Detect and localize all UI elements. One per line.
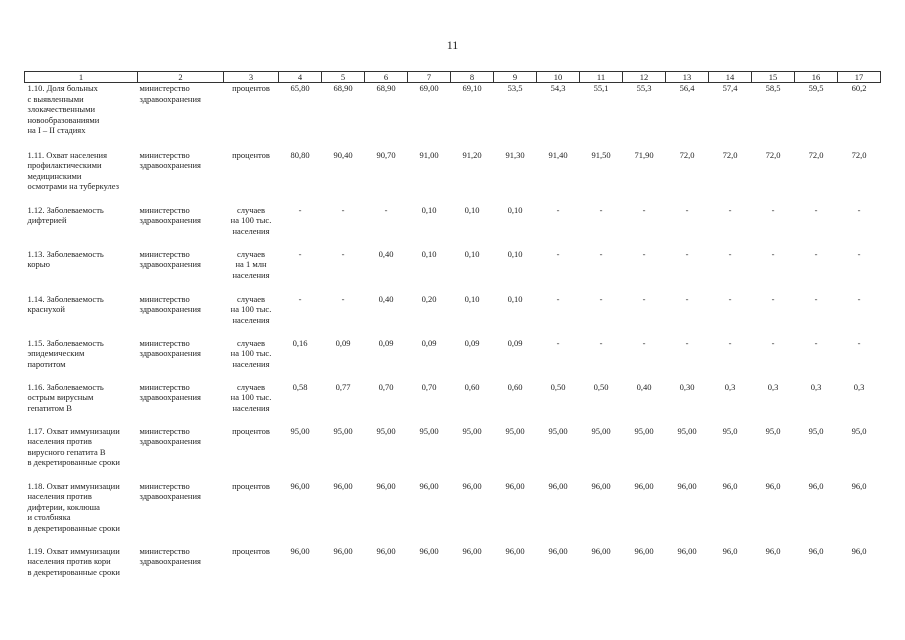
line: на 100 тыс. bbox=[230, 348, 272, 358]
column-number-4: 4 bbox=[279, 72, 322, 83]
value-cell: 0,16 bbox=[292, 337, 308, 348]
value-cell: 0,50 bbox=[550, 381, 566, 392]
value-cell: 95,00 bbox=[634, 425, 654, 436]
line: 1.13. Заболеваемость bbox=[27, 248, 104, 259]
line: новообразованиями bbox=[27, 114, 100, 125]
unit-cell bbox=[224, 546, 279, 592]
value-cell: - bbox=[556, 337, 560, 348]
column-number-9: 9 bbox=[494, 72, 537, 83]
line: населения bbox=[232, 358, 270, 369]
value-cell: 96,00 bbox=[376, 480, 396, 491]
value-cell: - bbox=[728, 337, 732, 348]
value-cell: 0,09 bbox=[507, 337, 523, 348]
column-number-10: 10 bbox=[537, 72, 580, 83]
line: и столбняка bbox=[27, 512, 71, 522]
line: корью bbox=[27, 259, 50, 269]
executor-cell bbox=[138, 382, 224, 426]
line: процентов bbox=[232, 83, 270, 93]
unit-cell bbox=[224, 382, 279, 426]
value-cell: 71,90 bbox=[634, 149, 654, 160]
value-cell: 0,40 bbox=[378, 293, 394, 304]
value-cell: - bbox=[814, 337, 818, 348]
value-cell: - bbox=[298, 293, 302, 304]
executor-cell bbox=[138, 249, 224, 294]
value-cell: 95,0 bbox=[851, 425, 867, 436]
value-cell: 0,09 bbox=[464, 337, 480, 348]
value-cell: 0,70 bbox=[378, 381, 394, 392]
line: 1.17. Охват иммунизации bbox=[27, 425, 120, 436]
value-cell: 54,3 bbox=[550, 83, 566, 93]
column-number-3: 3 bbox=[224, 72, 279, 83]
value-cell: 96,0 bbox=[808, 545, 824, 556]
value-cell: 69,10 bbox=[462, 83, 482, 93]
line: министерство bbox=[139, 149, 190, 160]
indicator-cell bbox=[25, 83, 138, 150]
value-cell: 72,0 bbox=[808, 149, 824, 160]
line: дифтерии, коклюша bbox=[27, 501, 100, 512]
unit-cell bbox=[224, 150, 279, 205]
column-number-7: 7 bbox=[408, 72, 451, 83]
line: случаев bbox=[236, 337, 266, 348]
executor-cell bbox=[138, 338, 224, 382]
value-cell: 95,00 bbox=[376, 425, 396, 436]
value-cell: 95,0 bbox=[722, 425, 738, 436]
line: процентов bbox=[232, 480, 270, 491]
value-cell: - bbox=[685, 337, 689, 348]
executor-cell bbox=[138, 150, 224, 205]
line: здравоохранения bbox=[139, 436, 201, 446]
column-number-5: 5 bbox=[322, 72, 365, 83]
line: 1.19. Охват иммунизации bbox=[27, 545, 120, 556]
value-cell: - bbox=[341, 248, 345, 259]
value-cell: 0,10 bbox=[507, 248, 523, 259]
value-cell: 0,60 bbox=[464, 381, 480, 392]
line: осмотрами на туберкулез bbox=[27, 181, 119, 191]
line: 1.16. Заболеваемость bbox=[27, 381, 104, 392]
line: на 100 тыс. bbox=[230, 392, 272, 402]
value-cell: 95,0 bbox=[765, 425, 781, 436]
line: процентов bbox=[232, 149, 270, 160]
value-cell: 96,00 bbox=[591, 545, 611, 556]
line: процентов bbox=[232, 545, 270, 556]
value-cell: 72,0 bbox=[851, 149, 867, 160]
value-cell: 91,00 bbox=[419, 149, 439, 160]
value-cell: 68,90 bbox=[376, 83, 396, 93]
value-cell: 96,00 bbox=[333, 480, 353, 491]
line: медицинскими bbox=[27, 170, 82, 181]
line: населения против bbox=[27, 491, 92, 501]
value-cell: 0,10 bbox=[464, 204, 480, 215]
line: паротитом bbox=[27, 358, 66, 369]
value-cell: 58,5 bbox=[765, 83, 781, 93]
line: 1.11. Охват населения bbox=[27, 149, 107, 160]
indicator-cell bbox=[25, 249, 138, 294]
value-cell: - bbox=[298, 204, 302, 215]
value-cell: 80,80 bbox=[290, 149, 310, 160]
line: на 100 тыс. bbox=[230, 215, 272, 225]
line: министерство bbox=[139, 425, 190, 436]
executor-cell bbox=[138, 546, 224, 592]
value-cell: 96,0 bbox=[851, 480, 867, 491]
value-cell: 72,0 bbox=[722, 149, 738, 160]
value-cell: 96,00 bbox=[591, 480, 611, 491]
line: 1.12. Заболеваемость bbox=[27, 204, 104, 215]
column-number-8: 8 bbox=[451, 72, 494, 83]
line: населения против bbox=[27, 436, 92, 446]
value-cell: - bbox=[599, 248, 603, 259]
value-cell: 0,50 bbox=[593, 381, 609, 392]
column-number-6: 6 bbox=[365, 72, 408, 83]
line: профилактическими bbox=[27, 160, 102, 170]
column-number-13: 13 bbox=[666, 72, 709, 83]
value-cell: 96,0 bbox=[722, 545, 738, 556]
line: процентов bbox=[232, 425, 270, 436]
value-cell: 96,00 bbox=[462, 545, 482, 556]
line: 1.10. Доля больных bbox=[27, 83, 98, 93]
line: министерство bbox=[139, 204, 190, 215]
value-cell: - bbox=[642, 337, 646, 348]
value-cell: 96,0 bbox=[722, 480, 738, 491]
value-cell: 96,00 bbox=[419, 480, 439, 491]
value-cell: 0,10 bbox=[464, 248, 480, 259]
value-cell: 0,09 bbox=[421, 337, 437, 348]
indicator-cell bbox=[25, 338, 138, 382]
line: министерство bbox=[139, 545, 190, 556]
line: в декретированные сроки bbox=[27, 522, 120, 533]
value-cell: 95,00 bbox=[419, 425, 439, 436]
executor-cell bbox=[138, 83, 224, 150]
line: здравоохранения bbox=[139, 392, 201, 402]
table-row bbox=[25, 382, 881, 426]
value-cell: 96,00 bbox=[548, 545, 568, 556]
value-cell: 0,10 bbox=[421, 204, 437, 215]
value-cell: 0,60 bbox=[507, 381, 523, 392]
column-number-row bbox=[25, 72, 881, 83]
value-cell: - bbox=[599, 293, 603, 304]
value-cell: 0,3 bbox=[810, 381, 822, 392]
value-cell: 96,00 bbox=[505, 545, 525, 556]
indicator-cell bbox=[25, 294, 138, 338]
line: здравоохранения bbox=[139, 304, 201, 314]
value-cell: 0,58 bbox=[292, 381, 308, 392]
value-cell: - bbox=[857, 293, 861, 304]
value-cell: 95,00 bbox=[548, 425, 568, 436]
line: в декретированные сроки bbox=[27, 457, 120, 467]
line: министерство bbox=[139, 480, 190, 491]
table-row bbox=[25, 426, 881, 481]
value-cell: 90,70 bbox=[376, 149, 396, 160]
value-cell: - bbox=[384, 204, 388, 215]
unit-cell bbox=[224, 83, 279, 150]
value-cell: - bbox=[857, 248, 861, 259]
value-cell: - bbox=[298, 248, 302, 259]
value-cell: - bbox=[685, 248, 689, 259]
line: случаев bbox=[236, 293, 266, 304]
value-cell: 60,2 bbox=[851, 83, 867, 93]
table-row bbox=[25, 83, 881, 150]
indicator-cell bbox=[25, 382, 138, 426]
line: министерство bbox=[139, 381, 190, 392]
value-cell: - bbox=[814, 204, 818, 215]
value-cell: - bbox=[685, 204, 689, 215]
value-cell: - bbox=[341, 204, 345, 215]
line: министерство bbox=[139, 337, 190, 348]
line: населения bbox=[232, 314, 270, 325]
value-cell: 0,40 bbox=[378, 248, 394, 259]
unit-cell bbox=[224, 249, 279, 294]
column-number-14: 14 bbox=[709, 72, 752, 83]
executor-cell bbox=[138, 294, 224, 338]
line: здравоохранения bbox=[139, 160, 201, 170]
value-cell: - bbox=[771, 204, 775, 215]
table-row bbox=[25, 481, 881, 546]
table-row bbox=[25, 546, 881, 592]
value-cell: - bbox=[728, 248, 732, 259]
value-cell: 65,80 bbox=[290, 83, 310, 93]
column-number-2: 2 bbox=[138, 72, 224, 83]
line: злокачественными bbox=[27, 104, 96, 114]
line: на 1 млн bbox=[235, 259, 267, 269]
value-cell: 96,00 bbox=[462, 480, 482, 491]
value-cell: 95,00 bbox=[677, 425, 697, 436]
table-row bbox=[25, 150, 881, 205]
line: 1.14. Заболеваемость bbox=[27, 293, 104, 304]
value-cell: 96,0 bbox=[765, 480, 781, 491]
value-cell: - bbox=[814, 293, 818, 304]
line: краснухой bbox=[27, 304, 65, 314]
line: населения bbox=[232, 269, 270, 280]
line: населения bbox=[232, 225, 270, 236]
value-cell: 96,00 bbox=[505, 480, 525, 491]
value-cell: - bbox=[685, 293, 689, 304]
value-cell: 96,00 bbox=[677, 545, 697, 556]
page-number: 11 bbox=[446, 38, 459, 52]
value-cell: 0,70 bbox=[421, 381, 437, 392]
value-cell: 0,40 bbox=[636, 381, 652, 392]
line: здравоохранения bbox=[139, 348, 201, 358]
line: населения bbox=[232, 402, 270, 413]
line: случаев bbox=[236, 248, 266, 259]
line: здравоохранения bbox=[139, 556, 201, 566]
line: на I – II стадиях bbox=[27, 125, 86, 135]
executor-cell bbox=[138, 481, 224, 546]
value-cell: 0,10 bbox=[421, 248, 437, 259]
indicators-table bbox=[24, 71, 881, 592]
value-cell: - bbox=[728, 204, 732, 215]
line: здравоохранения bbox=[139, 93, 201, 104]
line: 1.18. Охват иммунизации bbox=[27, 480, 120, 491]
value-cell: 96,00 bbox=[290, 480, 310, 491]
value-cell: 96,0 bbox=[765, 545, 781, 556]
value-cell: 68,90 bbox=[333, 83, 353, 93]
indicator-cell bbox=[25, 205, 138, 249]
value-cell: - bbox=[771, 248, 775, 259]
value-cell: 91,30 bbox=[505, 149, 525, 160]
value-cell: - bbox=[642, 293, 646, 304]
value-cell: 56,4 bbox=[679, 83, 695, 93]
value-cell: - bbox=[728, 293, 732, 304]
line: дифтерией bbox=[27, 215, 67, 225]
line: здравоохранения bbox=[139, 215, 201, 225]
value-cell: 95,00 bbox=[462, 425, 482, 436]
line: министерство bbox=[139, 83, 190, 93]
column-number-17: 17 bbox=[838, 72, 881, 83]
value-cell: 95,0 bbox=[808, 425, 824, 436]
value-cell: 96,00 bbox=[548, 480, 568, 491]
value-cell: 59,5 bbox=[808, 83, 824, 93]
value-cell: 57,4 bbox=[722, 83, 738, 93]
value-cell: 91,40 bbox=[548, 149, 568, 160]
value-cell: 0,3 bbox=[724, 381, 736, 392]
value-cell: 0,3 bbox=[853, 381, 865, 392]
value-cell: 55,3 bbox=[636, 83, 652, 93]
table-row bbox=[25, 205, 881, 249]
value-cell: 0,10 bbox=[507, 293, 523, 304]
indicator-cell bbox=[25, 546, 138, 592]
value-cell: - bbox=[556, 248, 560, 259]
value-cell: - bbox=[814, 248, 818, 259]
value-cell: 96,00 bbox=[376, 545, 396, 556]
value-cell: - bbox=[642, 204, 646, 215]
value-cell: 0,09 bbox=[335, 337, 351, 348]
value-cell: 0,3 bbox=[767, 381, 779, 392]
value-cell: - bbox=[771, 293, 775, 304]
value-cell: 91,20 bbox=[462, 149, 482, 160]
line: на 100 тыс. bbox=[230, 304, 272, 314]
value-cell: - bbox=[771, 337, 775, 348]
value-cell: 69,00 bbox=[419, 83, 439, 93]
column-number-12: 12 bbox=[623, 72, 666, 83]
line: в декретированные сроки bbox=[27, 566, 120, 577]
value-cell: 72,0 bbox=[679, 149, 695, 160]
value-cell: - bbox=[857, 204, 861, 215]
value-cell: - bbox=[599, 337, 603, 348]
indicator-cell bbox=[25, 481, 138, 546]
column-number-16: 16 bbox=[795, 72, 838, 83]
unit-cell bbox=[224, 426, 279, 481]
column-number-15: 15 bbox=[752, 72, 795, 83]
line: с выявленными bbox=[27, 93, 84, 104]
value-cell: - bbox=[599, 204, 603, 215]
line: министерство bbox=[139, 248, 190, 259]
value-cell: 96,0 bbox=[851, 545, 867, 556]
value-cell: 53,5 bbox=[507, 83, 523, 93]
value-cell: - bbox=[556, 293, 560, 304]
value-cell: 95,00 bbox=[333, 425, 353, 436]
line: министерство bbox=[139, 293, 190, 304]
column-number-11: 11 bbox=[580, 72, 623, 83]
line: здравоохранения bbox=[139, 491, 201, 501]
value-cell: 96,0 bbox=[808, 480, 824, 491]
unit-cell bbox=[224, 205, 279, 249]
value-cell: 0,10 bbox=[464, 293, 480, 304]
value-cell: - bbox=[857, 337, 861, 348]
value-cell: 90,40 bbox=[333, 149, 353, 160]
value-cell: 96,00 bbox=[677, 480, 697, 491]
line: здравоохранения bbox=[139, 259, 201, 269]
line: вирусного гепатита В bbox=[27, 446, 106, 457]
table-row bbox=[25, 294, 881, 338]
unit-cell bbox=[224, 481, 279, 546]
value-cell: 0,09 bbox=[378, 337, 394, 348]
value-cell: 0,10 bbox=[507, 204, 523, 215]
value-cell: - bbox=[642, 248, 646, 259]
line: случаев bbox=[236, 381, 266, 392]
table-row bbox=[25, 338, 881, 382]
indicator-cell bbox=[25, 150, 138, 205]
unit-cell bbox=[224, 294, 279, 338]
value-cell: 0,30 bbox=[679, 381, 695, 392]
line: населения против кори bbox=[27, 556, 111, 566]
line: 1.15. Заболеваемость bbox=[27, 337, 104, 348]
value-cell: 0,20 bbox=[421, 293, 437, 304]
value-cell: 72,0 bbox=[765, 149, 781, 160]
line: гепатитом В bbox=[27, 402, 72, 413]
line: острым вирусным bbox=[27, 392, 94, 402]
line: случаев bbox=[236, 204, 266, 215]
table-row bbox=[25, 249, 881, 294]
executor-cell bbox=[138, 426, 224, 481]
value-cell: 95,00 bbox=[591, 425, 611, 436]
value-cell: 95,00 bbox=[290, 425, 310, 436]
value-cell: 91,50 bbox=[591, 149, 611, 160]
value-cell: 95,00 bbox=[505, 425, 525, 436]
value-cell: 55,1 bbox=[593, 83, 609, 93]
value-cell: 96,00 bbox=[634, 480, 654, 491]
unit-cell bbox=[224, 338, 279, 382]
value-cell: - bbox=[556, 204, 560, 215]
value-cell: 96,00 bbox=[634, 545, 654, 556]
value-cell: 96,00 bbox=[290, 545, 310, 556]
value-cell: 96,00 bbox=[333, 545, 353, 556]
value-cell: - bbox=[341, 293, 345, 304]
column-number-1: 1 bbox=[25, 72, 138, 83]
value-cell: 0,77 bbox=[335, 381, 351, 392]
value-cell: 96,00 bbox=[419, 545, 439, 556]
indicator-cell bbox=[25, 426, 138, 481]
executor-cell bbox=[138, 205, 224, 249]
line: эпидемическим bbox=[27, 348, 85, 358]
